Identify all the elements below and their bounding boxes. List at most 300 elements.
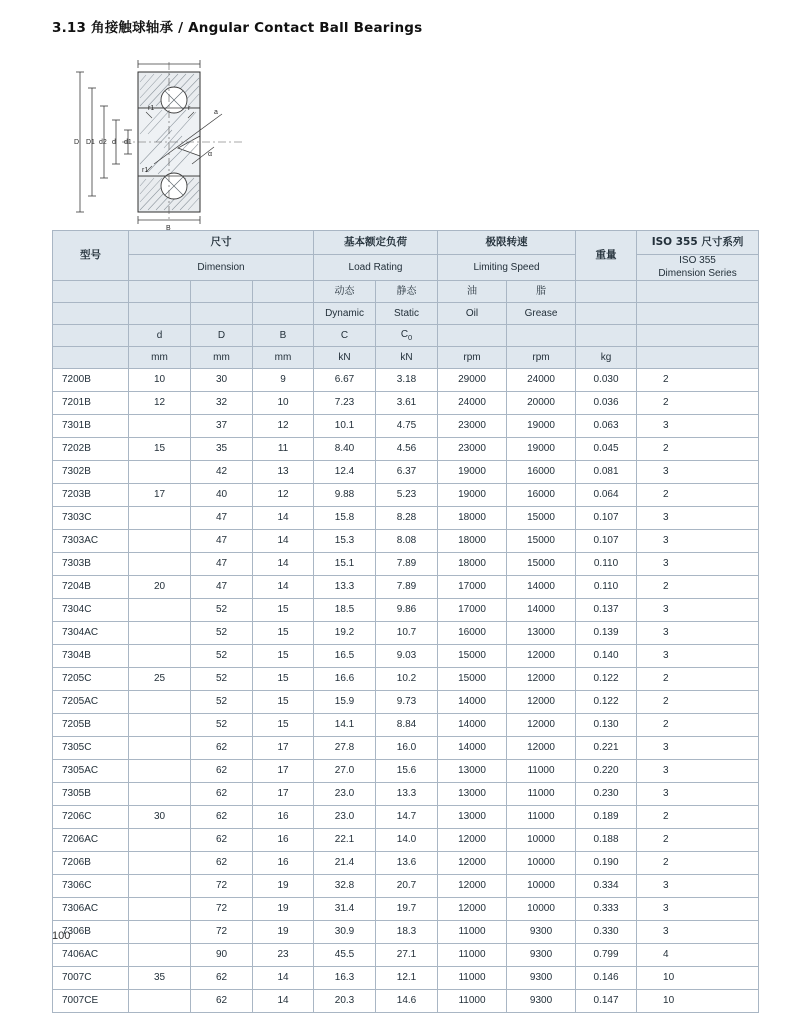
cell-iso-series: 2 [637,691,759,714]
cell-d [129,415,191,438]
bearing-cross-section-svg [62,44,442,232]
cell-C0: 3.18 [376,369,438,392]
table-header [53,231,759,369]
cell-C: 12.4 [314,461,376,484]
cell-D: 62 [191,760,253,783]
cell-B: 16 [253,806,314,829]
cell-iso-series: 3 [637,783,759,806]
cell-iso-series: 10 [637,967,759,990]
header-load-en: Load Rating [314,255,438,281]
cell-C0: 3.61 [376,392,438,415]
cell-code: 7203B [53,484,129,507]
cell-d [129,622,191,645]
cell-D: 52 [191,599,253,622]
cell-B: 16 [253,829,314,852]
header-oil-cn: 油 [438,281,507,303]
cell-code: 7406AC [53,944,129,967]
header-blank-19 [637,347,759,369]
cell-oil-speed: 11000 [438,921,507,944]
cell-oil-speed: 14000 [438,714,507,737]
table-row [53,484,759,507]
header-blank-1 [53,281,129,303]
cell-oil-speed: 23000 [438,438,507,461]
header-symbol-B: B [253,325,314,347]
header-blank-10 [253,303,314,325]
cell-weight: 0.147 [576,990,637,1013]
cell-iso-series: 3 [637,737,759,760]
table-row [53,553,759,576]
label-d: d [112,139,116,146]
header-unit-grease: rpm [507,347,576,369]
cell-iso-series: 2 [637,392,759,415]
cell-d [129,990,191,1013]
cell-weight: 0.221 [576,737,637,760]
header-symbol-D: D [191,325,253,347]
cell-oil-speed: 17000 [438,576,507,599]
cell-weight: 0.063 [576,415,637,438]
cell-B: 14 [253,990,314,1013]
cell-D: 47 [191,576,253,599]
cell-C0: 13.3 [376,783,438,806]
cell-C0: 12.1 [376,967,438,990]
cell-code: 7204B [53,576,129,599]
cell-grease-speed: 11000 [507,760,576,783]
cell-D: 52 [191,622,253,645]
header-blank-17 [637,325,759,347]
cell-weight: 0.799 [576,944,637,967]
table-row [53,806,759,829]
cell-grease-speed: 19000 [507,415,576,438]
cell-C0: 27.1 [376,944,438,967]
cell-grease-speed: 15000 [507,530,576,553]
header-iso-en [637,255,759,281]
header-grease-en: Grease [507,303,576,325]
cell-B: 14 [253,507,314,530]
cell-iso-series: 2 [637,438,759,461]
cell-d [129,599,191,622]
cell-d: 20 [129,576,191,599]
header-code-cn: 型号 [53,231,129,281]
cell-weight: 0.189 [576,806,637,829]
header-dynamic-en: Dynamic [314,303,376,325]
cell-grease-speed: 14000 [507,576,576,599]
header-blank-12 [637,303,759,325]
cell-weight: 0.190 [576,852,637,875]
cell-C0: 19.7 [376,898,438,921]
cell-B: 12 [253,484,314,507]
cell-B: 19 [253,898,314,921]
cell-D: 52 [191,691,253,714]
label-r2: r [188,105,191,112]
cell-C0: 6.37 [376,461,438,484]
cell-grease-speed: 10000 [507,875,576,898]
cell-C0: 15.6 [376,760,438,783]
cell-code: 7206B [53,852,129,875]
header-blank-11 [576,303,637,325]
cell-B: 14 [253,530,314,553]
cell-grease-speed: 12000 [507,714,576,737]
table-row [53,415,759,438]
cell-weight: 0.081 [576,461,637,484]
header-symbol-d: d [129,325,191,347]
cell-weight: 0.110 [576,553,637,576]
cell-oil-speed: 18000 [438,530,507,553]
cell-weight: 0.140 [576,645,637,668]
cell-B: 19 [253,921,314,944]
cell-iso-series: 3 [637,875,759,898]
table-row [53,967,759,990]
cell-C0: 10.7 [376,622,438,645]
header-unit-d: mm [129,347,191,369]
cell-weight: 0.036 [576,392,637,415]
cell-C: 27.8 [314,737,376,760]
cell-d [129,737,191,760]
cell-weight: 0.334 [576,875,637,898]
cell-iso-series: 2 [637,484,759,507]
cell-B: 10 [253,392,314,415]
header-unit-B: mm [253,347,314,369]
cell-C0: 9.73 [376,691,438,714]
cell-iso-series: 3 [637,461,759,484]
cell-grease-speed: 12000 [507,645,576,668]
cell-code: 7205AC [53,691,129,714]
header-unit-weight: kg [576,347,637,369]
cell-oil-speed: 12000 [438,852,507,875]
cell-code: 7007C [53,967,129,990]
cell-weight: 0.110 [576,576,637,599]
cell-oil-speed: 18000 [438,507,507,530]
cell-oil-speed: 12000 [438,829,507,852]
table-row [53,668,759,691]
cell-D: 52 [191,714,253,737]
table-row [53,921,759,944]
cell-C0: 13.6 [376,852,438,875]
cell-grease-speed: 9300 [507,967,576,990]
header-blank-8 [129,303,191,325]
table-row [53,783,759,806]
cell-d: 35 [129,967,191,990]
cell-iso-series: 3 [637,530,759,553]
header-blank-9 [191,303,253,325]
cell-C: 18.5 [314,599,376,622]
label-B: B [166,225,171,232]
cell-B: 16 [253,852,314,875]
cell-oil-speed: 15000 [438,645,507,668]
cell-C0: 8.28 [376,507,438,530]
specification-table [52,230,759,1013]
cell-B: 15 [253,668,314,691]
cell-d: 10 [129,369,191,392]
cell-C0: 16.0 [376,737,438,760]
cell-code: 7305B [53,783,129,806]
cell-iso-series: 3 [637,599,759,622]
header-weight-cn: 重量 [576,231,637,281]
cell-oil-speed: 24000 [438,392,507,415]
cell-grease-speed: 24000 [507,369,576,392]
cell-iso-series: 2 [637,806,759,829]
cell-code: 7306AC [53,898,129,921]
cell-C: 30.9 [314,921,376,944]
cell-d: 17 [129,484,191,507]
table-row [53,438,759,461]
cell-code: 7303B [53,553,129,576]
header-blank-6 [637,281,759,303]
cell-oil-speed: 23000 [438,415,507,438]
cell-grease-speed: 11000 [507,806,576,829]
cell-oil-speed: 11000 [438,990,507,1013]
header-iso-cn: ISO 355 尺寸系列 [637,231,759,255]
cell-C: 15.8 [314,507,376,530]
cell-code: 7200B [53,369,129,392]
cell-D: 72 [191,898,253,921]
cell-B: 23 [253,944,314,967]
cell-B: 15 [253,645,314,668]
cell-code: 7304AC [53,622,129,645]
cell-D: 47 [191,553,253,576]
cell-C: 22.1 [314,829,376,852]
cell-iso-series: 10 [637,990,759,1013]
cell-grease-speed: 20000 [507,392,576,415]
cell-D: 35 [191,438,253,461]
cell-weight: 0.137 [576,599,637,622]
cell-B: 19 [253,875,314,898]
header-unit-D: mm [191,347,253,369]
cell-weight: 0.188 [576,829,637,852]
cell-d [129,944,191,967]
cell-weight: 0.030 [576,369,637,392]
header-dimension-cn: 尺寸 [129,231,314,255]
cell-oil-speed: 14000 [438,691,507,714]
cell-B: 17 [253,737,314,760]
header-oil-en: Oil [438,303,507,325]
cell-iso-series: 3 [637,622,759,645]
cell-code: 7305C [53,737,129,760]
table-row [53,990,759,1013]
page-number: 100 [52,930,71,942]
cell-weight: 0.230 [576,783,637,806]
header-iso-en-line2: Dimension Series [658,267,737,279]
table-row [53,530,759,553]
header-unit-C: kN [314,347,376,369]
cell-d [129,829,191,852]
cell-C0: 14.0 [376,829,438,852]
cell-C: 16.5 [314,645,376,668]
cell-C: 32.8 [314,875,376,898]
cell-D: 62 [191,783,253,806]
header-blank-14 [438,325,507,347]
cell-d: 25 [129,668,191,691]
cell-iso-series: 3 [637,760,759,783]
cell-C: 21.4 [314,852,376,875]
cell-grease-speed: 16000 [507,484,576,507]
cell-D: 52 [191,668,253,691]
cell-grease-speed: 15000 [507,553,576,576]
cell-C0: 18.3 [376,921,438,944]
header-blank-18 [53,347,129,369]
cell-weight: 0.122 [576,668,637,691]
cell-C: 7.23 [314,392,376,415]
header-blank-13 [53,325,129,347]
header-static-en: Static [376,303,438,325]
table-row [53,369,759,392]
cell-D: 62 [191,806,253,829]
cell-D: 62 [191,829,253,852]
cell-weight: 0.107 [576,530,637,553]
cell-grease-speed: 10000 [507,829,576,852]
label-a: a [214,109,218,116]
cell-code: 7205B [53,714,129,737]
cell-D: 62 [191,990,253,1013]
header-symbol-C: C [314,325,376,347]
table-row [53,622,759,645]
header-blank-15 [507,325,576,347]
cell-C: 14.1 [314,714,376,737]
table-row [53,645,759,668]
header-dynamic-cn: 动态 [314,281,376,303]
cell-C0: 10.2 [376,668,438,691]
cell-grease-speed: 9300 [507,990,576,1013]
cell-C: 9.88 [314,484,376,507]
cell-C: 23.0 [314,783,376,806]
cell-oil-speed: 17000 [438,599,507,622]
cell-d [129,714,191,737]
cell-oil-speed: 13000 [438,783,507,806]
cell-code: 7206AC [53,829,129,852]
cell-iso-series: 3 [637,415,759,438]
cell-weight: 0.333 [576,898,637,921]
cell-oil-speed: 16000 [438,622,507,645]
cell-d [129,691,191,714]
cell-D: 42 [191,461,253,484]
table-row [53,714,759,737]
cell-oil-speed: 19000 [438,461,507,484]
cell-B: 9 [253,369,314,392]
cell-oil-speed: 13000 [438,760,507,783]
cell-C0: 9.86 [376,599,438,622]
cell-d [129,553,191,576]
cell-C: 16.6 [314,668,376,691]
cell-C0: 20.7 [376,875,438,898]
bearing-drawing-area [52,36,758,232]
cell-oil-speed: 12000 [438,898,507,921]
cell-C0: 8.84 [376,714,438,737]
cell-D: 32 [191,392,253,415]
cell-d [129,898,191,921]
cell-oil-speed: 12000 [438,875,507,898]
cell-C: 8.40 [314,438,376,461]
table-row [53,737,759,760]
cell-oil-speed: 14000 [438,737,507,760]
cell-C: 15.3 [314,530,376,553]
cell-iso-series: 2 [637,668,759,691]
cell-iso-series: 2 [637,829,759,852]
cell-C: 15.1 [314,553,376,576]
cell-d [129,507,191,530]
cell-code: 7306B [53,921,129,944]
cell-d [129,921,191,944]
cell-C0: 4.56 [376,438,438,461]
cell-d [129,875,191,898]
table-row [53,461,759,484]
bearing-drawing [62,44,442,232]
cell-grease-speed: 12000 [507,737,576,760]
table-row [53,576,759,599]
cell-C: 6.67 [314,369,376,392]
cell-C: 20.3 [314,990,376,1013]
cell-D: 62 [191,967,253,990]
cell-grease-speed: 9300 [507,921,576,944]
label-r3: r1 [142,167,149,174]
cell-iso-series: 3 [637,898,759,921]
cell-B: 11 [253,438,314,461]
cell-code: 7206C [53,806,129,829]
header-iso-en-line1: ISO 355 [679,255,716,266]
header-unit-oil: rpm [438,347,507,369]
cell-weight: 0.330 [576,921,637,944]
header-blank-4 [253,281,314,303]
cell-B: 17 [253,783,314,806]
cell-d [129,852,191,875]
cell-iso-series: 3 [637,645,759,668]
cell-iso-series: 3 [637,553,759,576]
cell-code: 7205C [53,668,129,691]
cell-C: 15.9 [314,691,376,714]
cell-code: 7305AC [53,760,129,783]
cell-iso-series: 2 [637,714,759,737]
cell-weight: 0.064 [576,484,637,507]
cell-C: 23.0 [314,806,376,829]
header-blank-16 [576,325,637,347]
cell-C0: 7.89 [376,576,438,599]
header-blank-7 [53,303,129,325]
header-speed-cn: 极限转速 [438,231,576,255]
cell-weight: 0.122 [576,691,637,714]
label-r1: r1 [148,105,155,112]
cell-oil-speed: 19000 [438,484,507,507]
header-symbol-C0-base: C [400,328,409,340]
cell-d: 30 [129,806,191,829]
cell-D: 37 [191,415,253,438]
cell-D: 52 [191,645,253,668]
cell-oil-speed: 29000 [438,369,507,392]
header-speed-en: Limiting Speed [438,255,576,281]
cell-C: 31.4 [314,898,376,921]
table-row [53,898,759,921]
cell-weight: 0.220 [576,760,637,783]
cell-code: 7303C [53,507,129,530]
cell-B: 15 [253,599,314,622]
cell-code: 7007CE [53,990,129,1013]
cell-grease-speed: 11000 [507,783,576,806]
cell-grease-speed: 10000 [507,852,576,875]
cell-iso-series: 2 [637,369,759,392]
cell-B: 15 [253,622,314,645]
cell-grease-speed: 10000 [507,898,576,921]
cell-grease-speed: 12000 [507,691,576,714]
cell-C0: 7.89 [376,553,438,576]
label-D: D [74,139,80,146]
cell-B: 17 [253,760,314,783]
cell-B: 14 [253,576,314,599]
cell-C0: 9.03 [376,645,438,668]
cell-iso-series: 3 [637,507,759,530]
cell-weight: 0.130 [576,714,637,737]
header-blank-5 [576,281,637,303]
cell-C0: 14.7 [376,806,438,829]
table-row [53,875,759,898]
cell-grease-speed: 12000 [507,668,576,691]
header-static-cn: 静态 [376,281,438,303]
